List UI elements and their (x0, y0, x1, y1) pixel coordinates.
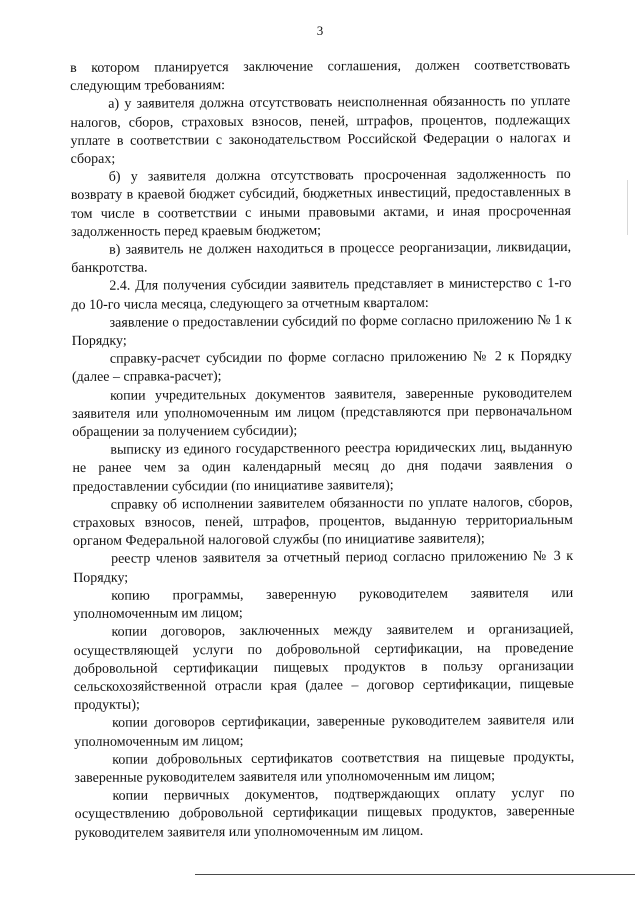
paragraph-tax-certificate: справку об исполнении заявителем обязанности по уплате налогов, сборов, страховых взносов, пеней, штрафов, процентов, выданную территориальным органом Федеральной налоговой службы (по инициативе заявителя); (72, 494, 573, 550)
paragraph-registry-extract: выписку из единого государственного реестра юридических лиц, выданную не ранее чем за один календарный месяц до дня подачи заявления о предоставлении субсидии (по инициативе заявителя); (72, 440, 573, 495)
scan-edge-mark (627, 180, 636, 235)
footer-rule (195, 874, 635, 875)
paragraph-section-2-4: 2.4. Для получения субсидии заявитель представляет в министерство с 1-го до 10-го числа месяца, следующего за отчетным кварталом: (71, 276, 572, 313)
paragraph-continuation: в котором планируется заключение соглашения, должен соответствовать следующим требованиям: (70, 57, 571, 95)
paragraph-requirement-b: б) у заявителя должна отсутствовать просроченная задолженность по возврату в краевой бюджет субсидий, бюджетных инвестиций, предоставленных в том числе в соответствии с иными правовыми актами, и иная просроченная задолженность перед краевым бюджетом; (70, 167, 571, 240)
paragraph-calculation-certificate: справку-расчет субсидии по форме согласно приложению № 2 к Порядку (далее – справка-расчет); (71, 349, 572, 386)
paragraph-program-copy: копию программы, заверенную руководителем заявителя или уполномоченным им лицом; (73, 585, 574, 623)
paragraph-members-register: реестр членов заявителя за отчетный период согласно приложению № 3 к Порядку; (73, 549, 574, 586)
paragraph-requirement-a: а) у заявителя должна отсутствовать неисполненная обязанность по уплате налогов, сборов, страховых взносов, пеней, штрафов, процентов, подлежащих уплате в соответствии с законодательством Российской Федерации о налогах и сборах; (70, 94, 571, 168)
paragraph-conformity-certificates: копии добровольных сертификатов соответствия на пищевые продукты, заверенные руководителем заявителя или уполномоченным им лицом; (74, 749, 575, 786)
paragraph-primary-documents: копии первичных документов, подтверждающих оплату услуг по осуществлению добровольной сертификации пищевых продуктов, заверенные руководителем заявителя или уполномоченным им лицом. (74, 786, 575, 841)
page-number: 3 (316, 23, 324, 38)
paragraph-certification-contracts: копии договоров сертификации, заверенные руководителем заявителя или уполномоченным им лицом; (74, 713, 575, 750)
paragraph-requirement-c: в) заявитель не должен находиться в процессе реорганизации, ликвидации, банкротства. (71, 239, 572, 277)
paragraph-founding-documents: копии учредительных документов заявителя, заверенные руководителем заявителя или уполномоченным им лицом (представляются при первоначальном обращении за получением субсидии); (72, 385, 573, 441)
paragraph-application: заявление о предоставлении субсидий по форме согласно приложению № 1 к Порядку; (71, 312, 572, 350)
document-body (70, 57, 575, 843)
paragraph-contracts-copy: копии договоров, заключенных между заявителем и организацией, осуществляющей услуги по добровольной сертификации, на проведение добровольной сертификации пищевых продуктов в пользу организации сельскохозяйственной отрасли края (далее – договор сертификации, пищевые продукты); (73, 622, 574, 714)
